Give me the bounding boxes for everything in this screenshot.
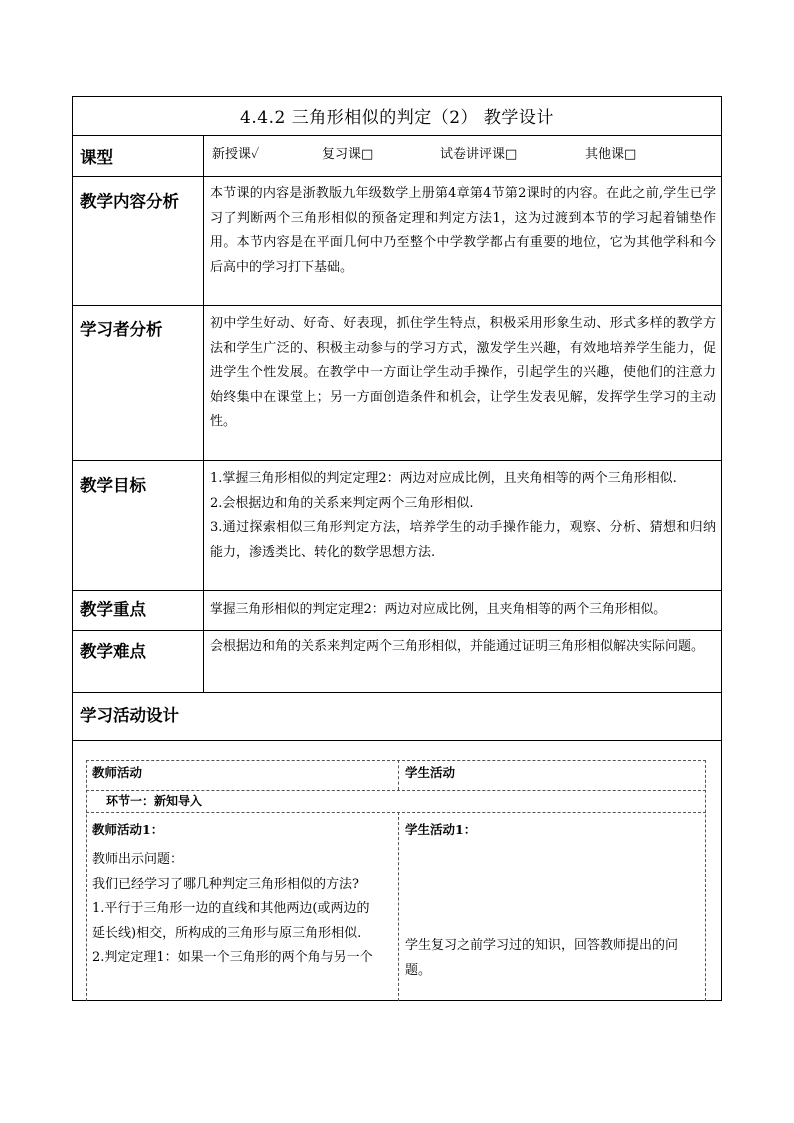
- row-divider: [72, 692, 722, 693]
- student-activity-text: [405, 934, 703, 983]
- teacher-activity-title: 教师活动1：: [92, 822, 164, 837]
- text-line: 教师出示问题：: [92, 852, 184, 867]
- row-divider: [72, 305, 722, 306]
- objective-item: 2.会根据边和角的关系来判定两个三角形相似.: [210, 495, 474, 511]
- key-points-text: 掌握三角形相似的判定定理2：两边对应成比例，且夹角相等的两个三角形相似。: [210, 602, 667, 617]
- lesson-type-label: 课型: [80, 148, 113, 167]
- activity-column-divider: [398, 760, 399, 790]
- row-divider: [72, 176, 722, 177]
- text-line: 2.判定定理1：如果一个三角形的两个角与另一个: [92, 950, 373, 966]
- learner-analysis-text: 初中学生好动、好奇、好表现，抓住学生特点，积极采用形象生动、形式多样的教学方法和学生广泛的、积极主动参与的学习方式，激发学生兴趣，有效地培养学生能力，促进学生个性发展。在教学中一方面让学生动手操作，引起学生的兴趣，使他们的注意力始终集中在课堂上；另一方面创造条件和机会，让学生发表见解，发挥学生学习的主动性。: [210, 316, 716, 430]
- lesson-type-option-exam: 试卷讲评课□: [440, 147, 518, 162]
- teacher-activity-header: 教师活动: [92, 765, 143, 780]
- activity-row-divider: [86, 812, 706, 813]
- row-divider: [72, 460, 722, 461]
- student-activity-header: 学生活动: [405, 765, 456, 780]
- teacher-activity-text: [92, 848, 392, 971]
- text-line: 延长线)相交，所构成的三角形与原三角形相似.: [92, 925, 362, 941]
- activity-column-divider: [398, 812, 399, 1001]
- key-points-label: 教学重点: [80, 600, 146, 619]
- text-line: 1.平行于三角形一边的直线和其他两边(或两边的: [92, 901, 370, 917]
- objectives-list: [210, 467, 716, 565]
- column-divider: [203, 135, 204, 692]
- text-line: 题。: [405, 962, 432, 978]
- row-divider: [72, 135, 722, 136]
- difficulties-text: 会根据边和角的关系来判定两个三角形相似，并能通过证明三角形相似解决实际问题。: [210, 639, 705, 654]
- objectives-label: 教学目标: [80, 476, 146, 495]
- content-analysis-text: 本节课的内容是浙教版九年级数学上册第4章第4节第2课时的内容。在此之前,学生已学习了判断两个三角形相似的预备定理和判定方法1，这为过渡到本节的学习起着铺垫作用。本节内容是在平面几何中乃至整个中学教学都占有重要的地位，它为其他学科和今后高中的学习打下基础。: [210, 186, 716, 275]
- text-line: 我们已经学习了哪几种判定三角形相似的方法?: [92, 876, 359, 892]
- stage-title: 环节一：新知导入: [106, 794, 203, 808]
- objective-item: 1.掌握三角形相似的判定定理2：两边对应成比例，且夹角相等的两个三角形相似.: [210, 471, 677, 486]
- page-title: 4.4.2 三角形相似的判定（2） 教学设计: [240, 108, 554, 128]
- student-activity-title: 学生活动1：: [405, 822, 477, 837]
- row-divider: [72, 590, 722, 591]
- learner-analysis-label: 学习者分析: [80, 320, 163, 339]
- lesson-type-option-other: 其他课□: [585, 147, 637, 162]
- objective-item: 3.通过探索相似三角形判定方法，培养学生的动手操作能力，观察、分析、猜想和归纳能力，渗透类比、转化的数学思想方法.: [210, 520, 716, 560]
- text-line: 学生复习之前学习过的知识，回答教师提出的问: [405, 938, 679, 953]
- activity-design-label: 学习活动设计: [80, 706, 179, 725]
- row-divider: [72, 630, 722, 631]
- content-analysis-label: 教学内容分析: [80, 192, 179, 211]
- row-divider: [72, 740, 722, 741]
- lesson-type-option-new: 新授课✓: [212, 147, 260, 162]
- lesson-type-option-review: 复习课□: [322, 147, 374, 162]
- difficulties-label: 教学难点: [80, 642, 146, 661]
